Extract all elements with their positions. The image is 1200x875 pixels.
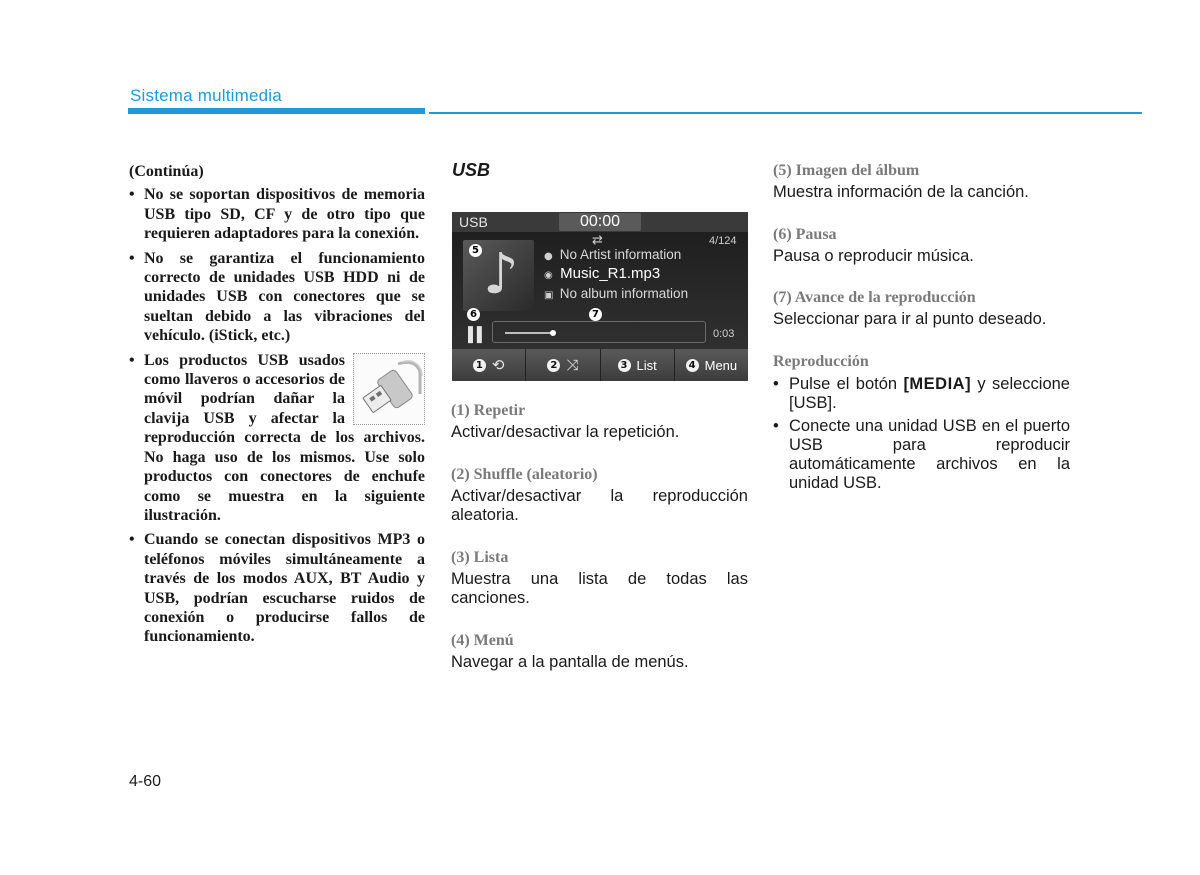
artist-row [544, 247, 681, 262]
repeat-button[interactable] [452, 349, 526, 381]
item-heading: (7) Avance de la reproducción [773, 289, 976, 306]
item-shuffle [451, 466, 748, 526]
repeat-icon: ⟲ [491, 356, 505, 374]
item-pause [773, 226, 1070, 267]
menu-label: Menu [704, 357, 738, 373]
list-label: List [636, 357, 657, 373]
header-rule-thick [128, 108, 425, 114]
middle-column-items [451, 402, 748, 695]
usb-heading: USB [452, 160, 491, 180]
title-row [544, 265, 660, 282]
item-menu [451, 632, 748, 673]
album-row [544, 286, 688, 301]
marker-7: 7 [589, 308, 602, 321]
track-count: 4/124 [709, 235, 737, 247]
playback-heading: Reproducción [773, 352, 869, 370]
item-heading: (4) Menú [451, 631, 514, 649]
clock: 00:00 [559, 213, 641, 231]
usb-stick-icon [353, 353, 425, 425]
item-album-image [773, 162, 1070, 203]
progress-bar[interactable] [492, 321, 706, 343]
screen-top-bar [452, 212, 748, 232]
item-body: Activar/desactivar la reproducción aleatoria. [451, 486, 748, 524]
list-button[interactable] [601, 349, 675, 381]
album-text: No album information [559, 286, 689, 301]
marker-5: 5 [469, 244, 482, 257]
item-heading: (2) Shuffle (aleatorio) [451, 465, 598, 483]
notes-list [129, 185, 425, 646]
list-item: • Cuando se conectan dispositivos MP3 o teléfonos móviles simultáneamente a través de los modos AUX, BT Audio y USB, podrían escucharse ruidos de conexión o producirse fallos de funcionamiento. [129, 530, 425, 646]
list-item-text: Los productos USB usados como llaveros o accesorios de móvil podrían dañar la clavija USB y afectar la reproducción correcta de los archivos. No haga uso de los mismos. Use solo productos con conectores de enchufe como se muestra en la siguiente ilustración. [144, 351, 425, 524]
item-heading: (3) Lista [451, 548, 509, 566]
title-text: Music_R1.mp3 [560, 265, 661, 282]
list-item: • Conecte una unidad USB en el puerto USB para reproducir automáticamente archivos en la unidad USB. [773, 417, 1070, 493]
marker-3: 3 [618, 359, 631, 372]
marker-6: 6 [467, 308, 480, 321]
list-item: • No se garantiza el funcionamiento correcto de unidades USB HDD ni de unidades USB con conectores que se sueltan debido a las vibraciones del vehículo. (iStick, etc.) [129, 249, 425, 346]
item-heading: (6) Pausa [773, 225, 837, 243]
marker-4: 4 [686, 359, 699, 372]
continued-label: (Continúa) [129, 163, 204, 180]
item-heading: (1) Repetir [451, 402, 526, 419]
section-title: Sistema multimedia [130, 86, 282, 105]
screen-button-bar [452, 349, 748, 381]
progress-knob[interactable] [550, 330, 556, 336]
progress-fill [505, 332, 553, 334]
usb-player-screen [452, 212, 748, 381]
playback-list [773, 375, 1070, 493]
source-label: USB [459, 214, 488, 230]
item-body: Navegar a la pantalla de menús. [451, 652, 689, 671]
item-body: Muestra una lista de todas las canciones. [451, 569, 748, 607]
list-item-text: y seleccione [USB]. [789, 374, 1070, 412]
shuffle-button[interactable] [526, 349, 600, 381]
list-item [773, 375, 1070, 413]
list-item [129, 351, 425, 526]
repeat-status-icon: ⇄ [592, 233, 603, 248]
disc-icon: ◉ [544, 270, 553, 281]
item-body: Activar/desactivar la repetición. [451, 423, 680, 441]
marker-1: 1 [473, 359, 486, 372]
item-progress [773, 289, 1070, 330]
page-number: 4-60 [129, 773, 162, 790]
right-column [773, 162, 1070, 497]
artist-text: No Artist information [559, 247, 682, 262]
marker-2: 2 [547, 359, 560, 372]
playback-section [773, 353, 1070, 493]
left-column [129, 162, 425, 652]
elapsed-time: 0:03 [713, 328, 735, 340]
list-item: • No se soportan dispositivos de memoria USB tipo SD, CF y de otro tipo que requieren adaptadores para la conexión. [129, 185, 425, 243]
screen-main-area [452, 232, 748, 349]
menu-button[interactable] [675, 349, 748, 381]
item-body: Seleccionar para ir al punto deseado. [773, 310, 1047, 328]
item-repeat [451, 402, 748, 443]
item-body: Pausa o reproducir música. [773, 246, 974, 265]
item-heading: (5) Imagen del álbum [773, 162, 920, 179]
header-rule-thin [429, 112, 1142, 114]
pause-icon[interactable]: ▌▌ [468, 326, 486, 342]
person-icon: ● [544, 251, 553, 262]
item-list [451, 549, 748, 609]
list-item-text: Pulse el botón [789, 374, 904, 393]
item-body: Muestra información de la canción. [773, 183, 1029, 201]
album-icon: ▣ [544, 290, 554, 301]
shuffle-icon: ⤨ [566, 356, 579, 374]
music-note-icon: ♪ [483, 242, 519, 307]
media-key-label: [MEDIA] [903, 374, 972, 393]
